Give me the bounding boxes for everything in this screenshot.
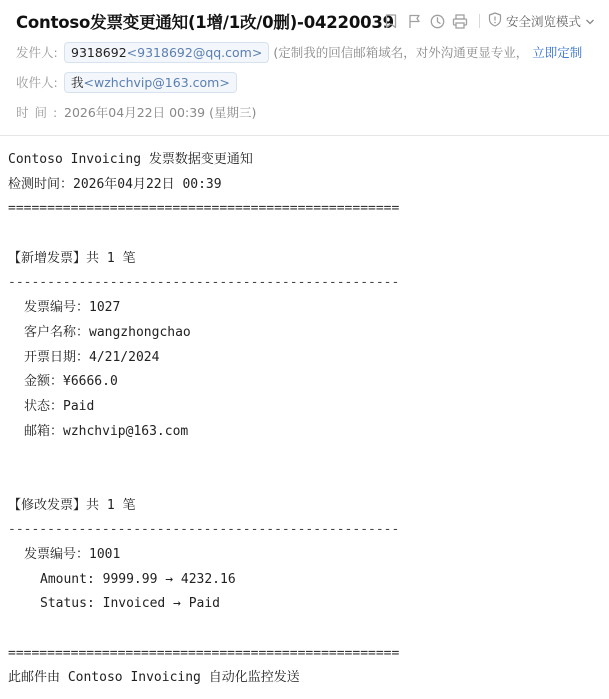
mail-body <box>8 148 603 691</box>
separator-dash: -------------------------------------------------- <box>8 275 400 291</box>
new-field-email: 邮箱：wzhchvip@163.com <box>24 423 189 439</box>
safe-mode-dropdown[interactable] <box>488 12 595 30</box>
modified-change-amount: Amount: 9999.99 → 4232.16 <box>40 571 236 587</box>
blank-line <box>8 444 603 469</box>
mail-toolbar <box>383 10 595 32</box>
customize-now-link[interactable]: 立即定制 <box>532 45 583 60</box>
new-field-status: 状态：Paid <box>24 398 95 414</box>
print-icon[interactable] <box>452 13 468 29</box>
blank-line <box>8 617 603 642</box>
recipient-row <box>16 71 237 93</box>
blank-line <box>8 469 603 494</box>
blank-line <box>8 222 603 247</box>
recipient-address: <wzhchvip@163.com> <box>83 74 230 90</box>
sender-row <box>16 41 582 63</box>
safe-mode-label: 安全浏览模式 <box>506 14 582 29</box>
flag-icon[interactable] <box>406 13 422 29</box>
shield-icon <box>488 12 502 30</box>
modified-invoice-no: 发票编号：1001 <box>24 547 121 562</box>
separator-dash: -------------------------------------------------- <box>8 522 400 538</box>
body-title: Contoso Invoicing 发票数据变更通知 <box>8 152 253 167</box>
recipient-name: 我 <box>71 75 84 90</box>
time-label: 时间: <box>16 105 64 120</box>
new-field-date: 开票日期：4/21/2024 <box>24 349 160 365</box>
new-field-invoice-no: 发票编号：1027 <box>24 300 121 316</box>
new-section-heading: 【新增发票】共 1 笔 <box>8 250 136 266</box>
mail-subject: Contoso发票变更通知(1增/1改/0删)-04220039 <box>16 13 394 32</box>
sender-label: 发件人: <box>16 45 58 60</box>
clock-icon[interactable] <box>429 13 445 29</box>
mail-header <box>0 0 609 136</box>
toolbar-divider <box>479 14 480 28</box>
custom-domain-note: (定制我的回信邮箱域名，对外沟通更显专业， <box>273 45 529 60</box>
recipient-label: 收件人: <box>16 75 58 90</box>
modified-section-heading: 【修改发票】共 1 笔 <box>8 497 136 513</box>
recipient-chip[interactable] <box>64 72 237 93</box>
sender-chip[interactable] <box>64 42 269 63</box>
sender-address: <9318692@qq.com> <box>126 44 263 60</box>
separator-eq: ================================================== <box>8 201 400 217</box>
time-row <box>16 101 256 123</box>
sender-name: 9318692 <box>71 44 127 60</box>
footer-note: 此邮件由 Contoso Invoicing 自动化监控发送 <box>8 670 300 686</box>
time-value: 2026年04月22日 00:39 (星期三) <box>64 105 257 120</box>
chevron-down-icon <box>585 14 595 29</box>
bookmark-icon[interactable] <box>383 13 399 29</box>
modified-change-status: Status: Invoiced → Paid <box>40 596 221 612</box>
new-field-amount: 金额：¥6666.0 <box>24 374 118 390</box>
detect-time: 检测时间：2026年04月22日 00:39 <box>8 176 222 192</box>
new-field-customer: 客户名称：wangzhongchao <box>24 324 191 340</box>
separator-eq: ================================================== <box>8 645 400 661</box>
